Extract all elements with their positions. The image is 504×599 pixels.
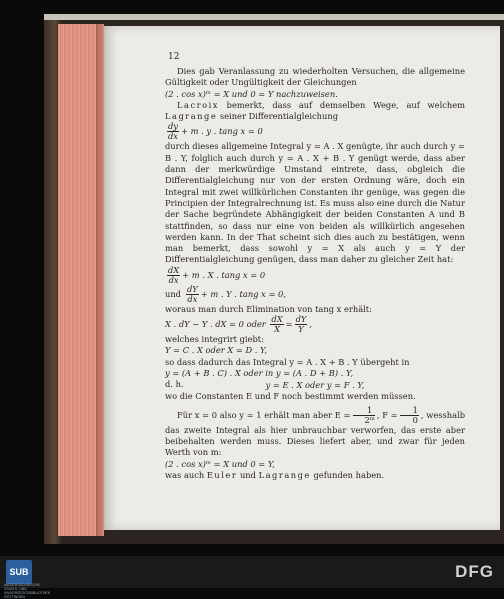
fraction-1-2m <box>353 406 375 425</box>
equation-6: Y = C . X oder X = D . Y, <box>165 345 268 356</box>
equation-4-rest: + m . Y . tang x = 0, <box>200 288 286 299</box>
numerator: dX <box>168 264 180 275</box>
fraction-dX-dx <box>167 266 180 285</box>
equation-7: y = (A + B . C) . X oder in y = (A . D + B) . Y, <box>165 367 354 378</box>
fraction-dY-Y <box>295 315 308 334</box>
fraction-1-0 <box>400 406 419 425</box>
equation-1: (2 . cos x)ᵐ = X und 0 = Y nachzuweisen. <box>165 88 338 99</box>
equals-sign: = <box>285 319 293 330</box>
paragraph-3: durch dieses allgemeine Integral y = A . X genügte, ihr auch durch y = B . Y, folglich auch durch y = A . X + B . Y genügt werde, dass aber dann der merkwürdige Umstand eintrete, dass, obgleich die Differentialgleichung nur von der ersten Ordnung wäre, doch ein Integral mit zwei willkürlichen Constanten ihr genüge, was gegen die Principien der Integralrechnung ist. Es muss also eine durch die Natur der Sache begründete Abhängigkeit der beiden Constanten A und B stattfinden, so dass nur eine von beiden als willkürlich angesehen werden kann. In der That scheint sich dies auch zu bestätigen, wenn man bemerkt, dass sowohl y = X als auch y = Y der Differentialgleichung genügen, dass man daher zu gleicher Zeit hat: <box>165 141 465 265</box>
equation-4-und: und <box>165 288 181 299</box>
paragraph-9-start: Für x = 0 also y = 1 erhält man aber E = <box>177 409 351 420</box>
denominator: dx <box>168 131 178 142</box>
denominator: 0 <box>412 414 418 425</box>
equation-4 <box>165 285 465 304</box>
fraction-dY-dx <box>186 285 199 304</box>
paragraph-9-mid: , F = <box>376 409 398 420</box>
gutter-shadow <box>96 24 106 536</box>
equation-9: (2 . cos x)ᵐ = X und 0 = Y, <box>165 458 275 469</box>
paragraph-2 <box>165 100 465 123</box>
fraction-dX-X <box>270 315 283 334</box>
author-lagrange-2: Lagrange <box>258 470 311 481</box>
dh-label: d. h. <box>165 379 184 390</box>
equation-3-rest: + m . X . tang x = 0 <box>182 269 266 280</box>
equation-8: y = E . X oder y = F . Y, <box>265 380 365 391</box>
dfg-logo[interactable]: DFG <box>455 562 494 581</box>
paragraph-9 <box>165 406 465 459</box>
denominator: 2ᵐ <box>364 414 375 425</box>
denominator: X <box>274 324 280 335</box>
denominator: dx <box>187 293 198 304</box>
library-name: NIEDERSÄCHSISCHE STAATS- UND UNIVERSITÄTSBIBLIOTHEK GÖTTINGEN <box>4 583 51 599</box>
numerator: 1 <box>353 406 375 416</box>
numerator: 1 <box>400 406 419 416</box>
paragraph-4: woraus man durch Elimination von tang x erhält: <box>165 303 372 314</box>
numerator: dY <box>295 314 307 325</box>
equation-2-rest: + m . y . tang x = 0 <box>181 126 263 137</box>
fraction-dy-dx <box>167 122 179 141</box>
equation-5 <box>165 315 465 334</box>
equation-5-start: X . dY − Y . dX = 0 oder <box>165 319 266 330</box>
page-text <box>165 66 465 481</box>
numerator: dy <box>168 121 178 132</box>
paragraph-1: Dies gab Veranlassung zu wiederholten Versuchen, die allgemeine Gültigkeit oder Ungültigkeit der Gleichungen <box>165 66 465 88</box>
paragraph-2-end: seiner Differentialgleichung <box>217 111 339 122</box>
paragraph-10-und: und <box>237 470 259 481</box>
paragraph-10-start: was auch <box>165 470 207 481</box>
author-lacroix: Lacroix <box>177 99 219 110</box>
paragraph-6: so dass dadurch das Integral y = A . X + B . Y übergeht in <box>165 356 410 367</box>
paragraph-10 <box>165 470 465 481</box>
library-logo[interactable] <box>6 560 32 584</box>
viewer-footer <box>0 556 504 588</box>
paragraph-9-end: , wesshalb das zweite Integral als hier unbrauchbar verworfen, das erste aber beibehalten werden muss. Dieses liefert aber, und zwar für jeden Werth von m: <box>165 409 466 458</box>
denominator: dx <box>168 274 179 285</box>
numerator: dY <box>187 283 198 294</box>
paragraph-7 <box>165 379 465 390</box>
paragraph-5: welches integrirt giebt: <box>165 334 264 345</box>
equation-2 <box>165 122 465 141</box>
numerator: dX <box>271 314 283 325</box>
paragraph-2-text: bemerkt, dass auf demselben Wege, auf welchem <box>218 99 465 110</box>
equation-3 <box>165 266 465 285</box>
page-number: 12 <box>168 52 180 62</box>
equation-5-end: , <box>309 319 313 330</box>
paragraph-10-end: gefunden haben. <box>310 470 385 481</box>
author-euler: Euler <box>206 470 238 481</box>
author-lagrange: Lagrange <box>165 111 218 122</box>
library-logo-text: SUB <box>9 567 29 577</box>
paragraph-8: wo die Constanten E und F noch bestimmt werden müssen. <box>165 390 416 401</box>
denominator: Y <box>298 324 304 335</box>
